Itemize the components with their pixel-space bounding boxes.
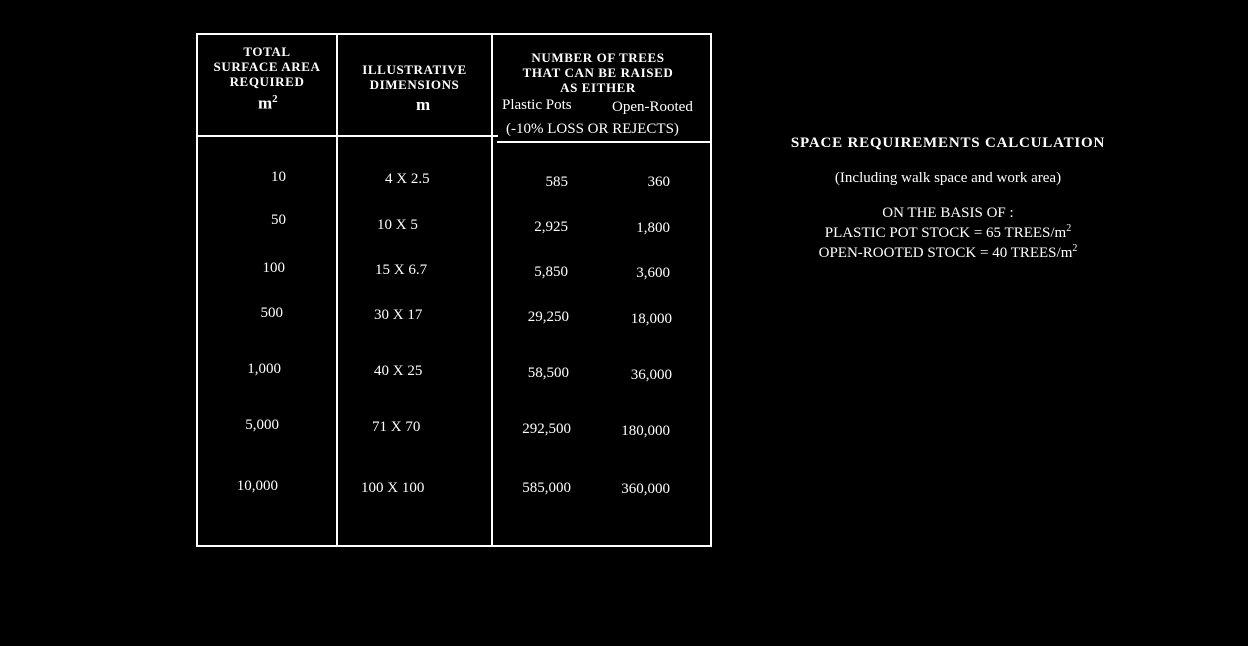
basis-heading: ON THE BASIS OF : xyxy=(882,205,1014,221)
header-illustrative-dimensions xyxy=(338,62,491,92)
cell-open-rooted: 18,000 xyxy=(630,311,672,327)
cell-area: 5,000 xyxy=(245,417,279,433)
cell-dimensions: 71 X 70 xyxy=(372,419,421,435)
cell-open-rooted: 360 xyxy=(647,174,670,190)
cell-dimensions: 30 X 17 xyxy=(374,307,423,323)
cell-plastic-pots: 29,250 xyxy=(527,309,569,325)
side-basis xyxy=(762,205,1134,261)
cell-plastic-pots: 2,925 xyxy=(534,219,568,235)
header-line: ILLUSTRATIVE xyxy=(362,62,467,77)
header-unit-area xyxy=(258,93,278,114)
side-title: SPACE REQUIREMENTS CALCULATION xyxy=(790,135,1106,151)
cell-plastic-pots: 5,850 xyxy=(534,264,568,280)
header-unit-dimensions: m xyxy=(416,95,431,114)
cell-plastic-pots: 585 xyxy=(545,174,568,190)
basis-line-text: PLASTIC POT STOCK = 65 TREES/m xyxy=(824,225,1067,241)
cell-dimensions: 4 X 2.5 xyxy=(385,171,430,187)
header-line: THAT CAN BE RAISED xyxy=(522,65,674,80)
cell-open-rooted: 180,000 xyxy=(621,423,670,439)
header-rule-left xyxy=(196,135,498,137)
cell-area: 50 xyxy=(271,212,286,228)
cell-area: 10 xyxy=(271,169,286,185)
unit-superscript: 2 xyxy=(272,93,278,105)
subheader-plastic-pots: Plastic Pots xyxy=(502,97,572,113)
column-divider-2 xyxy=(491,33,493,547)
side-note: (Including walk space and work area) xyxy=(834,170,1062,186)
cell-open-rooted: 3,600 xyxy=(636,265,670,281)
cell-open-rooted: 360,000 xyxy=(621,481,670,497)
cell-plastic-pots: 58,500 xyxy=(527,365,569,381)
basis-line-superscript: 2 xyxy=(1072,243,1078,254)
cell-dimensions: 15 X 6.7 xyxy=(375,262,428,278)
cell-plastic-pots: 292,500 xyxy=(522,421,571,437)
header-number-of-trees xyxy=(493,50,703,95)
cell-dimensions: 10 X 5 xyxy=(377,217,418,233)
cell-area: 1,000 xyxy=(247,361,281,377)
column-divider-1 xyxy=(336,33,338,547)
basis-line-open-rooted xyxy=(762,241,1134,261)
header-line: REQUIRED xyxy=(229,74,305,89)
basis-line-superscript: 2 xyxy=(1066,223,1072,234)
unit-label: m xyxy=(258,93,273,113)
subheader-loss-note: (-10% LOSS OR REJECTS) xyxy=(506,121,679,137)
header-line: SURFACE AREA xyxy=(213,59,321,74)
cell-area: 500 xyxy=(260,305,283,321)
subheader-open-rooted: Open-Rooted xyxy=(612,99,693,115)
cell-dimensions: 40 X 25 xyxy=(374,363,423,379)
header-line: AS EITHER xyxy=(560,80,636,95)
cell-area: 10,000 xyxy=(236,478,278,494)
cell-plastic-pots: 585,000 xyxy=(522,480,571,496)
header-rule-right xyxy=(497,141,712,143)
basis-line-plastic xyxy=(762,221,1134,241)
cell-open-rooted: 1,800 xyxy=(636,220,670,236)
header-line: TOTAL xyxy=(243,44,291,59)
header-total-surface-area xyxy=(198,44,336,89)
cell-dimensions: 100 X 100 xyxy=(361,480,425,496)
cell-area: 100 xyxy=(262,260,285,276)
header-line: DIMENSIONS xyxy=(369,77,460,92)
cell-open-rooted: 36,000 xyxy=(630,367,672,383)
basis-line-text: OPEN-ROOTED STOCK = 40 TREES/m xyxy=(818,245,1073,261)
header-line: NUMBER OF TREES xyxy=(531,50,665,65)
